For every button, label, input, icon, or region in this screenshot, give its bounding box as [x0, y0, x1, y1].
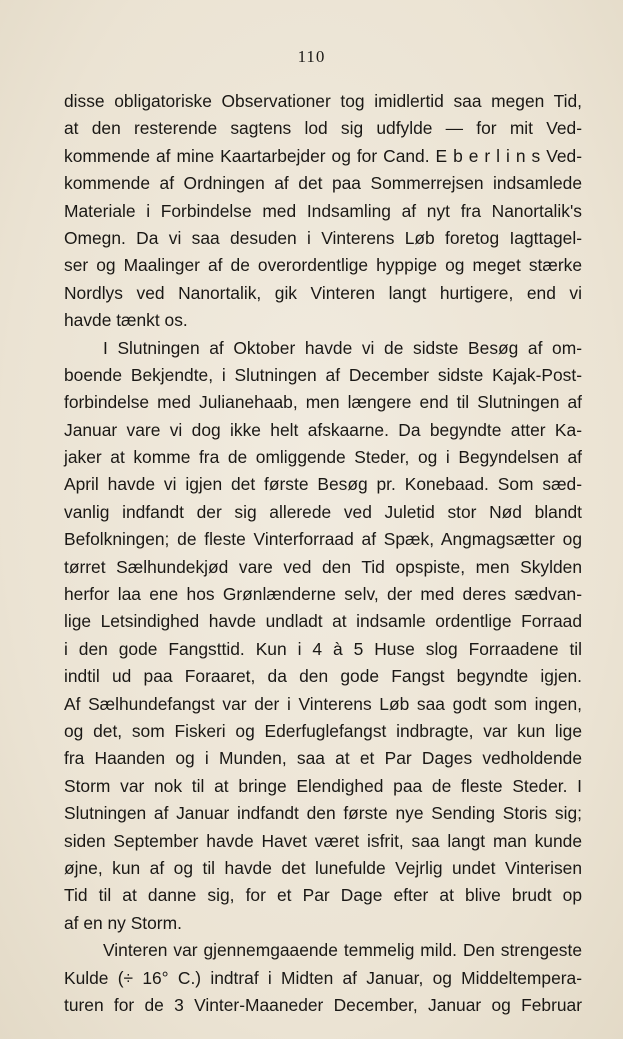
text-line: lige Letsindighed havde undladt at indsamle ordentlige Forraad — [64, 611, 582, 632]
text-line: Januar vare vi dog ikke helt afskaarne. Da begyndte atter Ka- — [64, 419, 582, 440]
text-line: og det, som Fiskeri og Ederfuglefangst indbragte, var kun lige — [64, 720, 582, 741]
text-line: April havde vi igjen det første Besøg pr. Konebaad. Som sæd- — [64, 474, 582, 495]
text-line: vanlig indfandt der sig allerede ved Juletid stor Nød blandt — [64, 501, 582, 522]
text-line: herfor laa ene hos Grønlænderne selv, der med deres sædvan- — [64, 584, 582, 605]
text-line: Vinteren var gjennemgaaende temmelig mild. Den strengeste — [103, 940, 582, 961]
text-line: I Slutningen af Oktober havde vi de sidste Besøg af om- — [103, 337, 582, 358]
text-line: Slutningen af Januar indfandt den første nye Sending Storis sig; — [64, 803, 582, 824]
text-line: havde tænkt os. — [64, 310, 188, 331]
text-line: Tid til at danne sig, for et Par Dage efter at blive brudt op — [64, 885, 582, 906]
text-line: kommende af mine Kaartarbejder og for Cand. E b e r l i n s Ved- — [64, 145, 582, 166]
text-line: Omegn. Da vi saa desuden i Vinterens Løb foretog Iagttagel- — [64, 227, 582, 248]
text-line: af en ny Storm. — [64, 912, 182, 933]
text-line: Kulde (÷ 16° C.) indtraf i Midten af Januar, og Middeltempera- — [64, 967, 582, 988]
body-text — [64, 88, 582, 1019]
text-line: at den resterende sagtens lod sig udfylde — for mit Ved- — [64, 118, 582, 139]
text-line: turen for de 3 Vinter-Maaneder December, Januar og Februar — [64, 994, 582, 1015]
text-line: forbindelse med Julianehaab, men længere end til Slutningen af — [64, 392, 582, 413]
page-number: 110 — [297, 47, 326, 66]
text-line: øjne, kun af og til havde det lunefulde Vejrlig undet Vinterisen — [64, 857, 582, 878]
text-line: Nordlys ved Nanortalik, gik Vinteren langt hurtigere, end vi — [64, 282, 582, 303]
text-line: siden September havde Havet været isfrit, saa langt man kunde — [64, 830, 582, 851]
text-line: tørret Sælhundekjød vare ved den Tid opspiste, men Skylden — [64, 556, 582, 577]
text-line: fra Haanden og i Munden, saa at et Par Dages vedholdende — [64, 748, 582, 769]
text-line: Befolkningen; de fleste Vinterforraad af Spæk, Angmagsætter og — [64, 529, 582, 550]
text-line: i den gode Fangsttid. Kun i 4 à 5 Huse slog Forraadene til — [64, 638, 582, 659]
text-line: ser og Maalinger af de overordentlige hyppige og meget stærke — [64, 255, 582, 276]
text-line: Materiale i Forbindelse med Indsamling af nyt fra Nanortalik's — [64, 200, 582, 221]
text-line: indtil ud paa Foraaret, da den gode Fangst begyndte igjen. — [64, 666, 582, 687]
text-line: kommende af Ordningen af det paa Sommerrejsen indsamlede — [64, 173, 582, 194]
text-line: Storm var nok til at bringe Elendighed paa de fleste Steder. I — [64, 775, 582, 796]
text-line: disse obligatoriske Observationer tog imidlertid saa megen Tid, — [64, 91, 582, 111]
text-line: boende Bekjendte, i Slutningen af December sidste Kajak-Post- — [64, 364, 582, 385]
text-line: Af Sælhundefangst var der i Vinterens Løb saa godt som ingen, — [64, 693, 582, 714]
text-line: jaker at komme fra de omliggende Steder, og i Begyndelsen af — [64, 447, 582, 468]
